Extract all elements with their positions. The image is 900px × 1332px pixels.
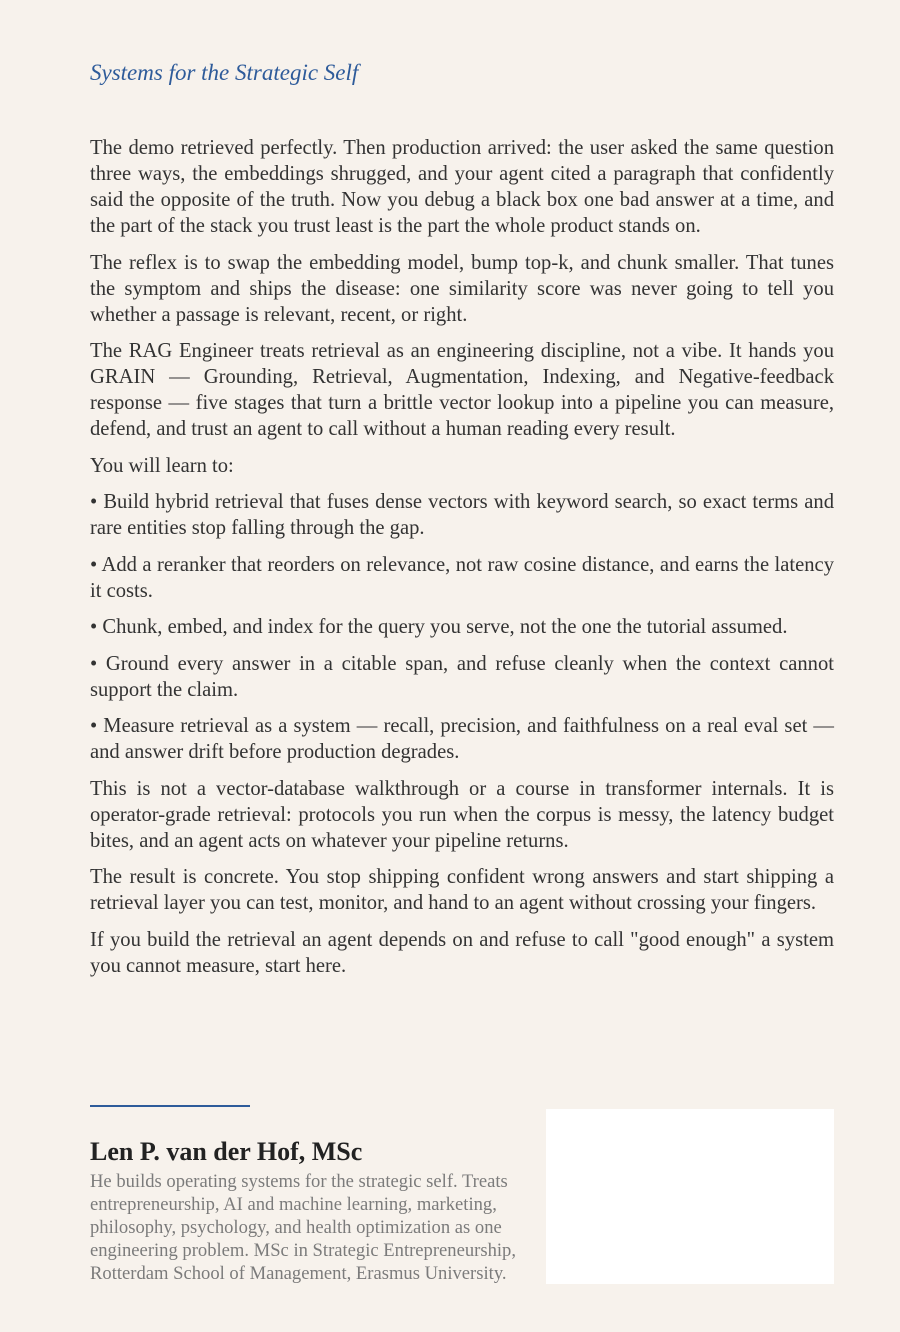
paragraph-result: The result is concrete. You stop shipping confident wrong answers and start shipping a retrieval layer you can test, monitor, and hand to an agent without crossing your fingers. <box>90 866 834 914</box>
bullet-chunking: • Chunk, embed, and index for the query you serve, not the one the tutorial assumed. <box>90 616 788 638</box>
paragraph-grain: The RAG Engineer treats retrieval as an engineering discipline, not a vibe. It hands you GRAIN — Grounding, Retrieval, Augmentation, Indexing, and Negative-feedback response — five stages that turn a brittle vector lookup into a pipeline you can measure, defend, and trust an agent to call without a human reading every result. <box>90 340 834 440</box>
bullet-reranker: • Add a reranker that reorders on relevance, not raw cosine distance, and earns the latency it costs. <box>90 553 834 602</box>
author-photo-placeholder <box>546 1109 834 1284</box>
paragraph-reflex: The reflex is to swap the embedding model, bump top-k, and chunk smaller. That tunes the symptom and ships the disease: one similarity score was never going to tell you whether a passage is relevant, recent, or right. <box>90 251 834 326</box>
back-cover <box>90 0 834 1332</box>
author-name: Len P. van der Hof, MSc <box>90 1137 363 1166</box>
series-title: Systems for the Strategic Self <box>90 60 359 85</box>
author-bio: He builds operating systems for the strategic self. Treats entrepreneurship, AI and machine learning, marketing, philosophy, psychology, and health optimization as one engineering problem. MSc in Strategic Entrepreneurship, Rotterdam School of Management, Erasmus University. <box>90 1171 516 1284</box>
bullet-grounding: • Ground every answer in a citable span, and refuse cleanly when the context cannot support the claim. <box>90 652 834 701</box>
paragraph-call-to-action: If you build the retrieval an agent depends on and refuse to call "good enough" a system you cannot measure, start here. <box>90 928 834 977</box>
learn-heading: You will learn to: <box>90 454 234 477</box>
cover-copy <box>90 135 834 989</box>
paragraph-scope: This is not a vector-database walkthrough or a course in transformer internals. It is operator-grade retrieval: protocols you run when the corpus is messy, the latency budget bites, and an agent acts on whatever your pipeline returns. <box>90 777 834 852</box>
bullet-hybrid-retrieval: • Build hybrid retrieval that fuses dense vectors with keyword search, so exact terms and rare entities stop falling through the gap. <box>90 491 834 539</box>
bullet-measurement: • Measure retrieval as a system — recall, precision, and faithfulness on a real eval set — and answer drift before production degrades. <box>90 715 834 763</box>
section-divider <box>90 1105 250 1107</box>
paragraph-intro: The demo retrieved perfectly. Then production arrived: the user asked the same question three ways, the embeddings shrugged, and your agent cited a paragraph that confidently said the opposite of the truth. Now you debug a black box one bad answer at a time, and the part of the stack you trust least is the part the whole product stands on. <box>90 137 834 237</box>
